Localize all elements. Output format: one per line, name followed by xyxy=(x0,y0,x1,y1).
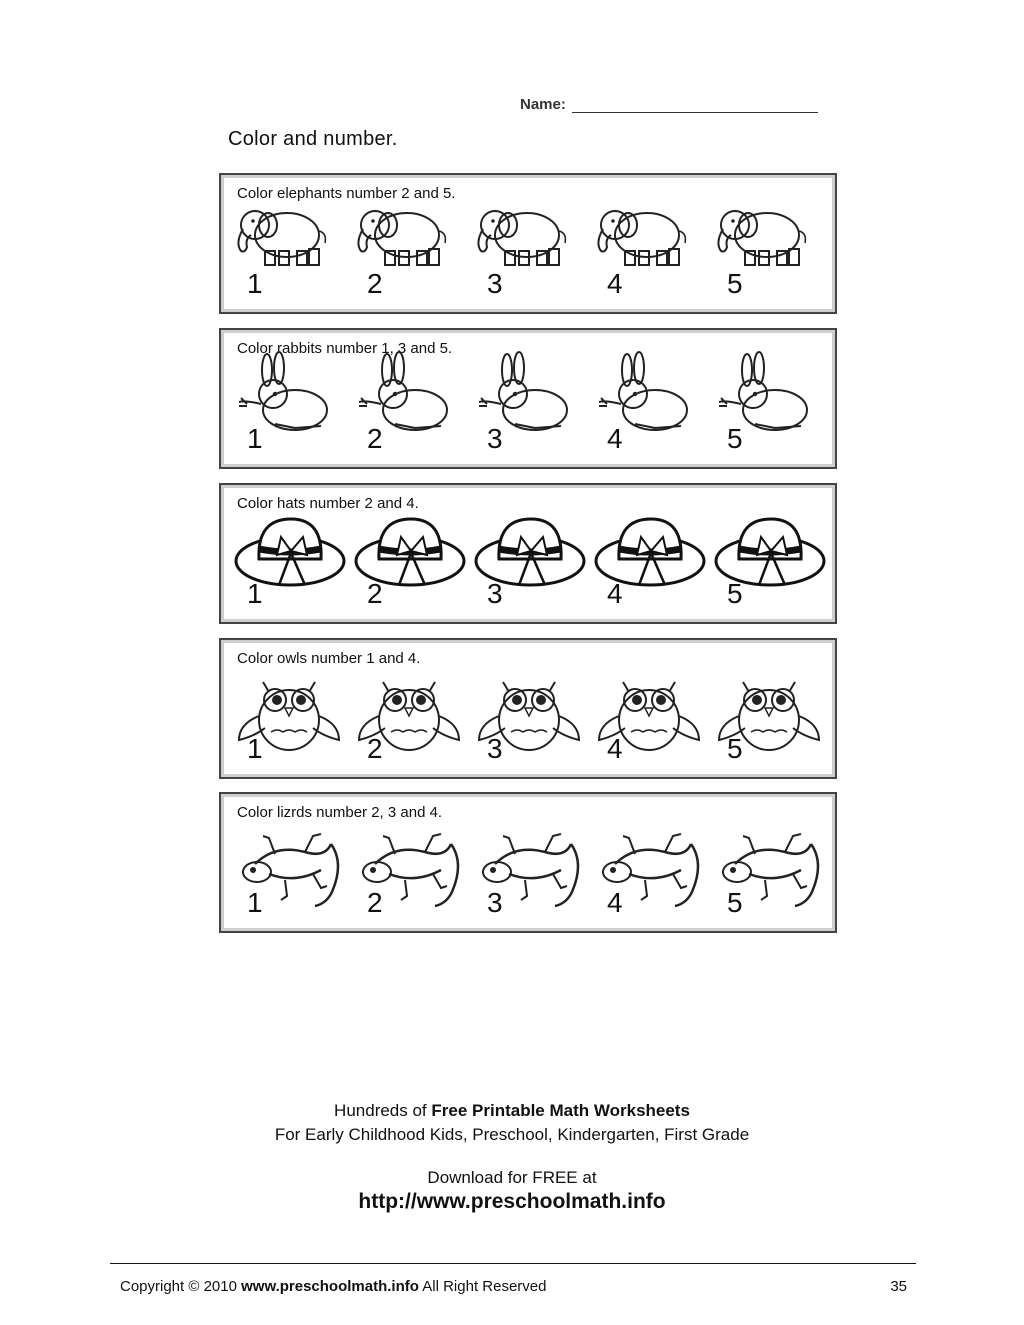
name-blank-line[interactable] xyxy=(572,98,818,113)
figure-number: 3 xyxy=(487,268,503,299)
figure-number: 5 xyxy=(727,578,743,609)
elephant-icon[interactable] xyxy=(358,211,445,265)
figure-number: 4 xyxy=(607,578,623,609)
figure-number: 1 xyxy=(247,423,263,454)
figure-number: 3 xyxy=(487,733,503,764)
exercise-figures-row xyxy=(221,330,835,467)
rabbit-icon[interactable] xyxy=(719,352,807,430)
name-label: Name: xyxy=(520,96,566,113)
exercise-box-4 xyxy=(219,638,837,779)
elephant-icon[interactable] xyxy=(238,211,325,265)
exercise-figures-row xyxy=(221,794,835,931)
figure-number: 2 xyxy=(367,268,383,299)
figure-number: 5 xyxy=(727,268,743,299)
figure-number: 4 xyxy=(607,268,623,299)
figure-number: 5 xyxy=(727,733,743,764)
exercise-box-3 xyxy=(219,483,837,624)
figure-number: 4 xyxy=(607,733,623,764)
hat-icon[interactable] xyxy=(596,519,704,585)
figure-number: 5 xyxy=(727,423,743,454)
figure-number: 2 xyxy=(367,423,383,454)
footer-line-1 xyxy=(0,1101,1024,1121)
figure-number: 2 xyxy=(367,578,383,609)
exercise-instruction: Color lizrds number 2, 3 and 4. xyxy=(237,804,443,821)
page-title: Color and number. xyxy=(228,128,398,150)
exercise-figures-row xyxy=(221,640,835,777)
hat-icon[interactable] xyxy=(236,519,344,585)
exercise-instruction: Color elephants number 2 and 5. xyxy=(237,185,456,202)
exercise-instruction: Color owls number 1 and 4. xyxy=(237,650,421,667)
figure-number: 1 xyxy=(247,887,263,918)
exercise-figures-row xyxy=(221,175,835,312)
figure-number: 2 xyxy=(367,733,383,764)
rabbit-icon[interactable] xyxy=(359,352,447,430)
footer-line-2: For Early Childhood Kids, Preschool, Kindergarten, First Grade xyxy=(274,1125,750,1144)
rabbit-icon[interactable] xyxy=(479,352,567,430)
copyright xyxy=(120,1278,546,1295)
figure-number: 4 xyxy=(607,423,623,454)
copyright-suffix: All Right Reserved xyxy=(418,1278,547,1295)
figure-number: 2 xyxy=(367,887,383,918)
exercise-box-1 xyxy=(219,173,837,314)
figure-number: 5 xyxy=(727,887,743,918)
footer-divider xyxy=(110,1263,916,1264)
figure-number: 3 xyxy=(487,887,503,918)
page-number: 35 xyxy=(890,1278,907,1295)
exercise-box-2 xyxy=(219,328,837,469)
name-field xyxy=(520,96,818,113)
exercise-instruction: Color hats number 2 and 4. xyxy=(237,495,419,512)
footer-prefix: Hundreds of xyxy=(334,1101,432,1120)
copyright-prefix: Copyright © 2010 xyxy=(120,1278,242,1295)
hat-icon[interactable] xyxy=(356,519,464,585)
rabbit-icon[interactable] xyxy=(599,352,687,430)
elephant-icon[interactable] xyxy=(598,211,685,265)
figure-number: 1 xyxy=(247,733,263,764)
exercise-box-5 xyxy=(219,792,837,933)
figure-number: 3 xyxy=(487,423,503,454)
footer-download: Download for FREE at xyxy=(427,1168,597,1187)
rabbit-icon[interactable] xyxy=(239,352,327,430)
figure-number: 4 xyxy=(607,887,623,918)
exercise-figures-row xyxy=(221,485,835,622)
figure-number: 1 xyxy=(247,578,263,609)
figure-number: 3 xyxy=(487,578,503,609)
figure-number: 1 xyxy=(247,268,263,299)
elephant-icon[interactable] xyxy=(478,211,565,265)
hat-icon[interactable] xyxy=(716,519,824,585)
exercise-instruction: Color rabbits number 1, 3 and 5. xyxy=(237,340,453,357)
hat-icon[interactable] xyxy=(476,519,584,585)
elephant-icon[interactable] xyxy=(718,211,805,265)
copyright-site-link[interactable]: www.preschoolmath.info xyxy=(241,1278,419,1295)
footer-bold: Free Printable Math Worksheets xyxy=(431,1101,690,1120)
footer-url[interactable]: http://www.preschoolmath.info xyxy=(358,1190,666,1213)
